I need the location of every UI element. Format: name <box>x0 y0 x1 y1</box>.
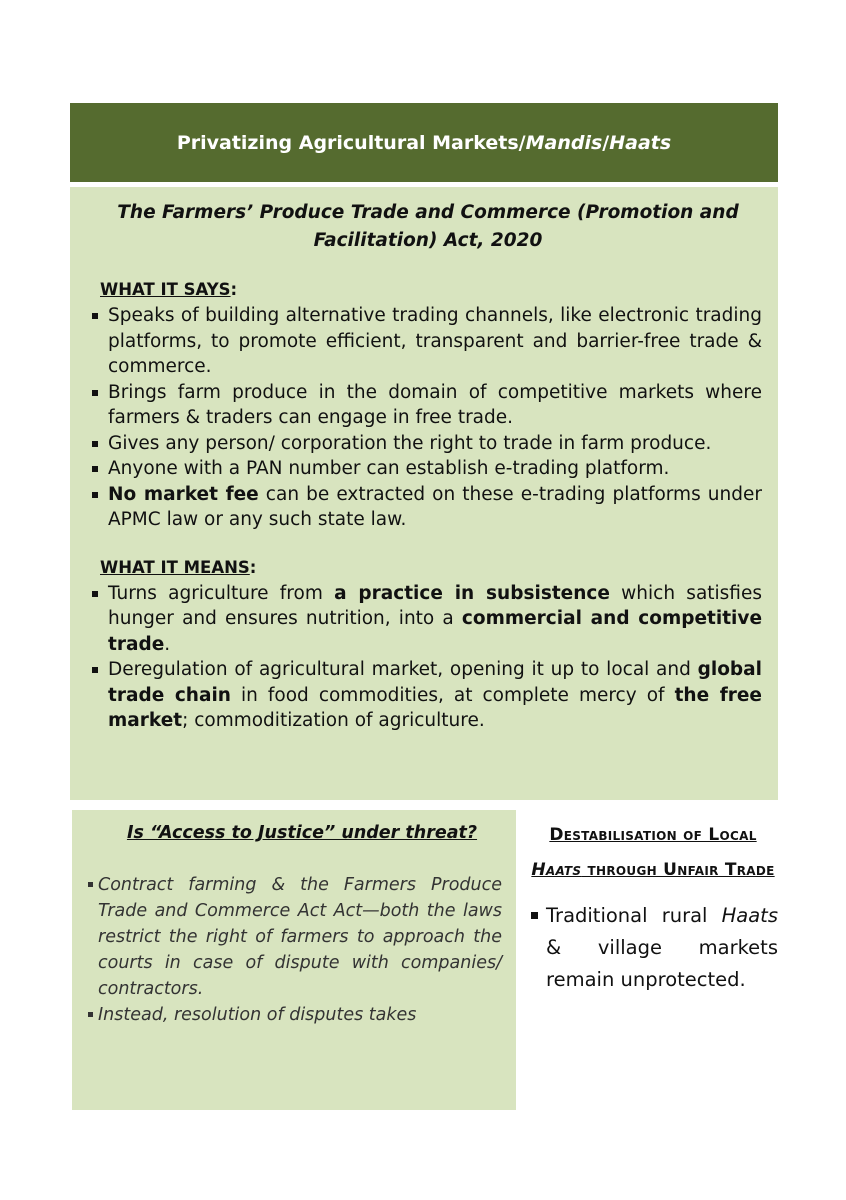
haats-column <box>528 818 778 996</box>
act-summary-box <box>70 187 778 800</box>
list-item: Contract farming & the Farmers Produce Trade and Commerce Act Act—both the laws restrict the right of farmers to approach the courts in case of dispute with companies/ contractors. <box>88 872 502 1002</box>
page-title-banner <box>70 103 778 182</box>
access-to-justice-title: Is “Access to Justice” under threat? <box>126 823 478 843</box>
what-it-means-heading: WHAT IT MEANS: <box>100 557 257 577</box>
list-item: Instead, resolution of disputes takes <box>88 1002 502 1028</box>
what-it-says-list <box>100 303 762 533</box>
what-it-means-list <box>100 581 762 734</box>
list-item: Turns agriculture from a practice in subsistence which satisfies hunger and ensures nutrition, into a commercial and competitive trade. <box>92 581 762 658</box>
list-item: Brings farm produce in the domain of competitive markets where farmers & traders can engage in free trade. <box>92 380 762 431</box>
access-to-justice-list <box>98 872 502 1028</box>
page-title: Privatizing Agricultural Markets/Mandis/Haats <box>176 131 672 154</box>
list-item: Speaks of building alternative trading channels, like electronic trading platforms, to promote efficient, transparent and barrier-free trade & commerce. <box>92 303 762 380</box>
list-item: Anyone with a PAN number can establish e-trading platform. <box>92 456 762 482</box>
haats-list <box>528 900 778 996</box>
list-item: No market fee can be extracted on these e-trading platforms under APMC law or any such state law. <box>92 482 762 533</box>
access-to-justice-box <box>72 810 516 1110</box>
list-item: Deregulation of agricultural market, opening it up to local and global trade chain in food commodities, at complete mercy of the free market; commoditization of agriculture. <box>92 657 762 734</box>
list-item: Gives any person/ corporation the right to trade in farm produce. <box>92 431 762 457</box>
act-title: The Farmers’ Produce Trade and Commerce (Promotion and Facilitation) Act, 2020 <box>117 202 739 251</box>
haats-title: Destabilisation of Local Haats through Unfair Trade <box>531 825 775 880</box>
list-item: Traditional rural Haats & village markets remain unprotected. <box>528 900 778 996</box>
what-it-says-heading: WHAT IT SAYS: <box>100 280 238 299</box>
